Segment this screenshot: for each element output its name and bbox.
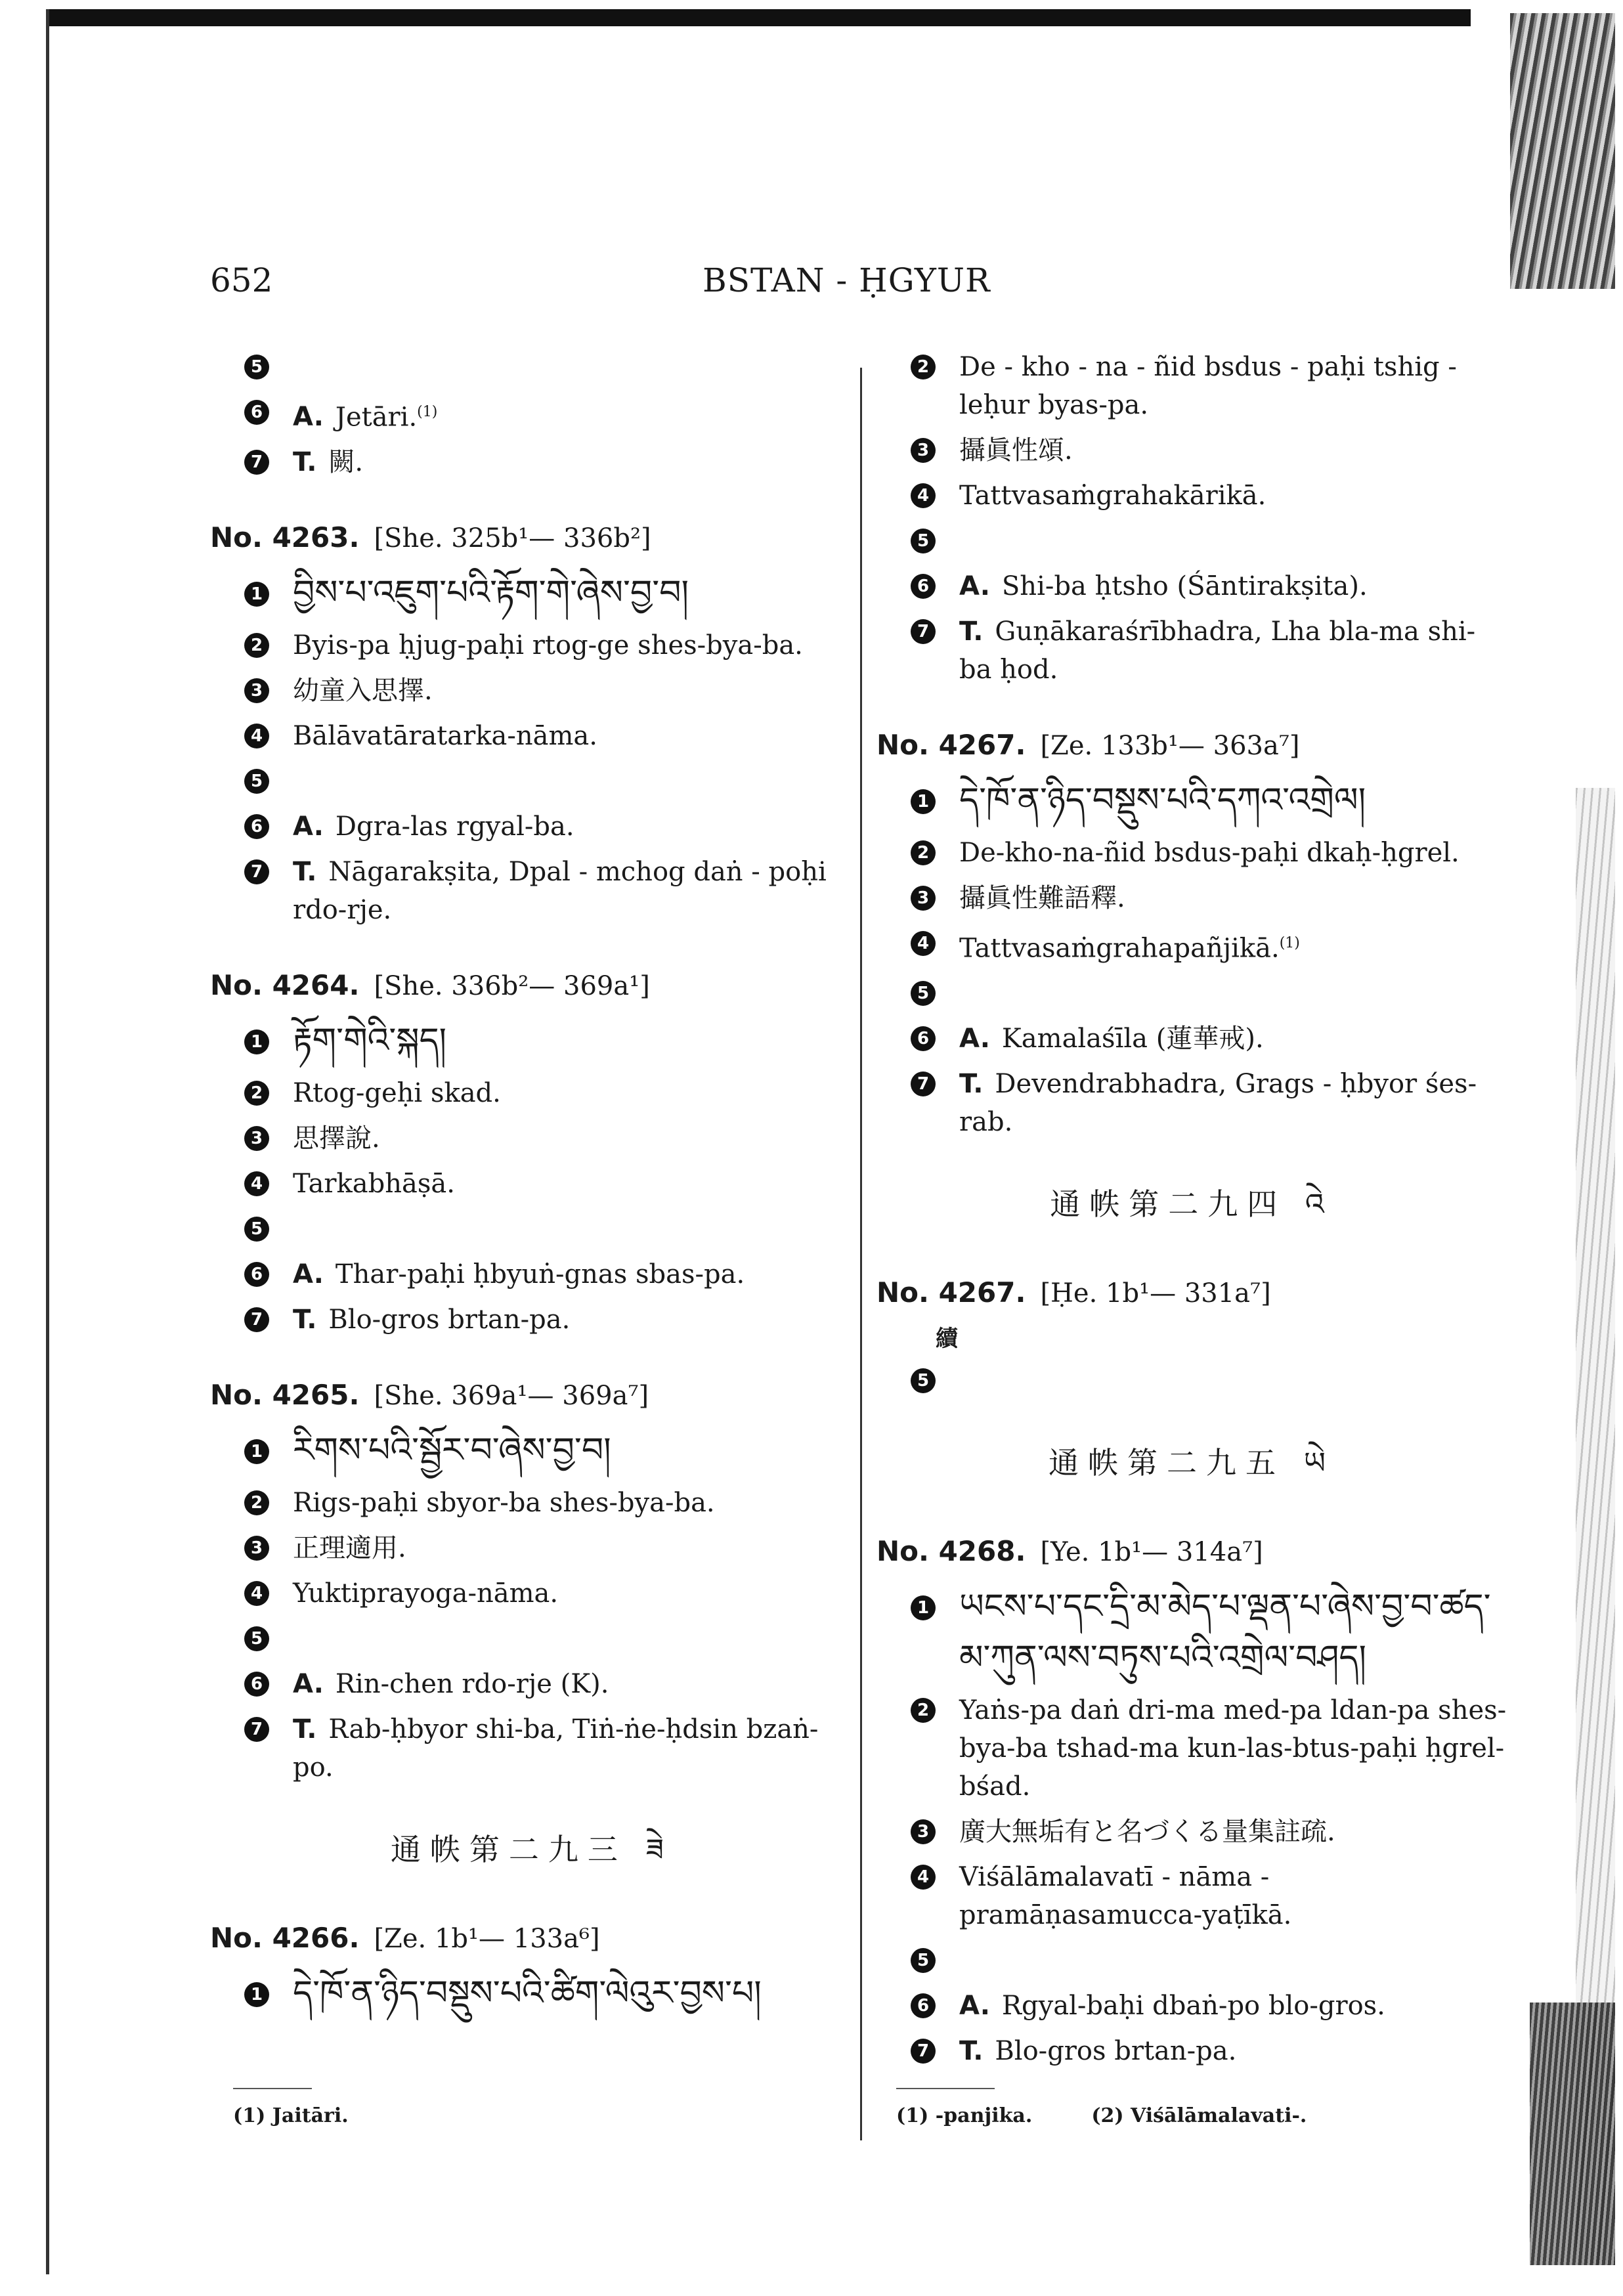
marker-5: 5 <box>911 529 936 553</box>
translator: Blo-gros brtan-pa. <box>995 2036 1237 2067</box>
marker-1: 1 <box>244 1029 269 1054</box>
author: Jetāri. <box>335 402 418 433</box>
chinese-title: 廣大無垢有と名づくる量集註疏. <box>959 1817 1335 1848</box>
scan-edge-artifact <box>1530 2003 1615 2265</box>
footnote-rule <box>896 2088 995 2089</box>
marker-3: 3 <box>911 1819 936 1844</box>
catalog-entry-4267-continued <box>876 1273 1507 1400</box>
footnote-1: (1) -panjika. <box>896 2104 1033 2127</box>
marker-3: 3 <box>244 1536 269 1561</box>
translator: Nāgarakṣita, Dpal - mchog daṅ - poḥi rdo-rje. <box>293 857 827 926</box>
marker-3: 3 <box>244 1126 269 1151</box>
catalog-entry-4265: No. 4265. [She. 369a¹— 369a⁷] 1 རིགས་པའི་སྦྱོར་བ་ཞེས་བྱ་བ། 2 Rigs-paḥi sbyor-ba shes-bya-ba. 3 正理適用. 4 Yuktiprayoga-nāma. 5 6 A. Rin-chen rdo-rje (K). 7 T. Rab-ḥbyor shi-ba, Tiṅ-ṅe-ḥdsin bzaṅ-po. <box>210 1375 854 1787</box>
tibetan-title: བྱིས་པ་འཇུག་པའི་རྟོག་གེ་ཞེས་བྱ་བ། <box>293 573 689 613</box>
marker-6: 6 <box>244 400 269 425</box>
marker-4: 4 <box>911 483 936 508</box>
author: Rgyal-baḥi dbaṅ-po blo-gros. <box>1001 1991 1385 2022</box>
tibetan-title: རྟོག་གེའི་སྐད། <box>293 1021 447 1061</box>
sanskrit-title: Yuktiprayoga-nāma. <box>293 1578 559 1609</box>
marker-6: 6 <box>244 1262 269 1287</box>
tibetan-title: དེ་ཁོ་ན་ཉིད་བསྡུས་པའི་ཚིག་ལེའུར་བྱས་པ། <box>293 1974 762 2014</box>
transliteration: Yaṅs-pa daṅ dri-ma med-pa ldan-pa shes-bya-ba tshad-ma kun-las-btus-paḥi ḥgrel-bśad. <box>959 1695 1507 1802</box>
footnote-ref: (1) <box>1279 935 1300 951</box>
tibetan-title: དེ་ཁོ་ན་ཉིད་བསྡུས་པའི་དཀའ་འགྲེལ། <box>959 781 1366 820</box>
section-heading: 通帙第二九三 ཟེ <box>390 1832 674 1868</box>
marker-4: 4 <box>244 1581 269 1606</box>
author: Kamalaśīla (蓮華戒). <box>1001 1024 1264 1054</box>
tibetan-title: ཡངས་པ་དང་དྲི་མ་མེད་པ་ལྡན་པ་ཞེས་བྱ་བ་ཚད་ མ་ཀུན་ལས་བཏུས་པའི་འགྲེལ་བཤད། <box>959 1587 1491 1678</box>
entry-number: No. 4268. <box>876 1535 1026 1568</box>
transliteration: Rtog-geḥi skad. <box>293 1078 501 1109</box>
sanskrit-title: Viśālāmalavatī - nāma - pramāṇasamucca-yaṭīkā. <box>959 1862 1292 1931</box>
footnote-right <box>896 2104 1366 2127</box>
translator: Devendrabhadra, Grags - ḥbyor śes-rab. <box>959 1069 1477 1138</box>
marker-1: 1 <box>244 1982 269 2007</box>
marker-1: 1 <box>911 789 936 814</box>
continued-note: 續 <box>936 1326 958 1353</box>
chinese-title: 攝眞性難語釋. <box>959 883 1125 913</box>
entry-number: No. 4265. <box>210 1379 360 1412</box>
catalog-entry-continued: 5 6 A. Jetāri.$^{(1)}$ 7 T. 闕. <box>210 348 854 481</box>
marker-5: 5 <box>244 769 269 794</box>
page-number: 652 <box>210 261 273 299</box>
footnote-ref: (1) <box>417 404 438 420</box>
left-column <box>210 348 854 2027</box>
entry-ref: [Ḥe. 1b¹— 331a⁷] <box>1040 1278 1271 1309</box>
catalog-entry-4267: No. 4267. [Ze. 133b¹— 363a⁷] 1 དེ་ཁོ་ན་ཉིད་བསྡུས་པའི་དཀའ་འགྲེལ། 2 De-kho-na-ñid bsdus-paḥi dkaḥ-ḥgrel. 3 攝眞性難語釋. 4 Tattvasaṁgrahapañjikā.$^{(1)}$ 5 6 A. Kamalaśīla (蓮華戒). 7 T. Devendrabhadra, Grags - ḥbyor śes-rab. <box>876 726 1507 1141</box>
entry-number: No. 4263. <box>210 521 360 554</box>
marker-7: 7 <box>244 450 269 475</box>
footnote-left: (1) Jaitāri. <box>233 2104 349 2127</box>
translator: Rab-ḥbyor shi-ba, Tiṅ-ṅe-ḥdsin bzaṅ-po. <box>293 1714 819 1783</box>
translator: Blo-gros brtan-pa. <box>328 1305 571 1335</box>
catalog-entry-4268: No. 4268. [Ye. 1b¹— 314a⁷] 1 ཡངས་པ་དང་དྲི་མ་མེད་པ་ལྡན་པ་ཞེས་བྱ་བ་ཚད་ མ་ཀུན་ལས་བཏུས་པའི་འགྲེལ་བཤད། 2 Yaṅs-pa daṅ dri-ma med-pa ldan-pa shes-bya-ba tshad-ma kun-las-btus-paḥi ḥgrel-bśad. 3 廣大無垢有と名づくる量集註疏. 4 Viśālāmalavatī - nāma - pramāṇasamucca-yaṭīkā. 5 6 A. Rgyal-baḥi dbaṅ-po blo-gros. 7 T. Blo-gros brtan-pa. <box>876 1535 1507 2067</box>
marker-5: 5 <box>911 1948 936 1973</box>
catalog-entry-4266 <box>210 1918 854 2019</box>
author: Dgra-las rgyal-ba. <box>335 812 574 842</box>
marker-2: 2 <box>244 1490 269 1515</box>
marker-6: 6 <box>244 814 269 839</box>
entry-ref: [She. 336b²— 369a¹] <box>374 971 650 1002</box>
catalog-entry-4263: No. 4263. [She. 325b¹— 336b²] 1 བྱིས་པ་འཇུག་པའི་རྟོག་གེ་ཞེས་བྱ་བ། 2 Byis-pa ḥjug-paḥi rtog-ge shes-bya-ba. 3 幼童入思擇. 4 Bālāvatāratarka-nāma. 5 6 A. Dgra-las rgyal-ba. 7 T. Nāgarakṣita, Dpal - mchog daṅ - poḥi rdo-rje. <box>210 518 854 929</box>
footnote-2: (2) Viśālāmalavati-. <box>1091 2104 1307 2127</box>
section-heading: 通帙第二九四 འེ <box>1050 1186 1333 1223</box>
sanskrit-title: Tattvasaṁgrahakārikā. <box>959 481 1266 511</box>
marker-3: 3 <box>244 678 269 703</box>
author: Shi-ba ḥtsho (Śāntirakṣita). <box>1001 571 1368 601</box>
entry-ref: [Ze. 1b¹— 133a⁶] <box>374 1924 600 1955</box>
translator: Guṇākaraśrībhadra, Lha bla-ma shi-ba ḥod. <box>959 617 1476 685</box>
author: Thar-paḥi ḥbyuṅ-gnas sbas-pa. <box>335 1259 745 1290</box>
marker-1: 1 <box>244 1439 269 1464</box>
left-margin-rule <box>46 9 49 2274</box>
translator: 闕. <box>328 447 364 478</box>
marker-5: 5 <box>244 1626 269 1651</box>
catalog-entry-4264: No. 4264. [She. 336b²— 369a¹] 1 རྟོག་གེའི་སྐད། 2 Rtog-geḥi skad. 3 思擇說. 4 Tarkabhāṣā. 5 6 A. Thar-paḥi ḥbyuṅ-gnas sbas-pa. 7 T. Blo-gros brtan-pa. <box>210 966 854 1339</box>
section-heading: 通帙第二九五 ཡེ <box>1049 1445 1335 1481</box>
marker-6: 6 <box>911 1993 936 2018</box>
entry-number: No. 4267. <box>876 729 1026 761</box>
marker-5: 5 <box>911 1368 936 1393</box>
sanskrit-title: Tattvasaṁgrahapañjikā. <box>959 933 1280 964</box>
scan-edge-artifact <box>1510 13 1615 289</box>
transliteration: De - kho - na - ñid bsdus - paḥi tshig - leḥur byas-pa. <box>959 352 1457 420</box>
marker-5: 5 <box>244 355 269 379</box>
marker-6: 6 <box>911 574 936 599</box>
marker-4: 4 <box>244 724 269 748</box>
marker-6: 6 <box>911 1026 936 1051</box>
marker-1: 1 <box>244 582 269 607</box>
author: Rin-chen rdo-rje (K). <box>335 1669 609 1700</box>
tibetan-title: རིགས་པའི་སྦྱོར་བ་ཞེས་བྱ་བ། <box>293 1431 611 1471</box>
marker-5: 5 <box>244 1217 269 1242</box>
column-divider <box>860 368 862 2140</box>
entry-number: No. 4264. <box>210 969 360 1002</box>
entry-ref: [Ze. 133b¹— 363a⁷] <box>1040 731 1300 761</box>
marker-7: 7 <box>911 2039 936 2064</box>
marker-7: 7 <box>244 1717 269 1742</box>
marker-3: 3 <box>911 438 936 463</box>
marker-4: 4 <box>911 1865 936 1890</box>
sanskrit-title: Tarkabhāṣā. <box>293 1169 455 1200</box>
footnote-rule <box>233 2088 312 2089</box>
entry-ref: [Ye. 1b¹— 314a⁷] <box>1040 1537 1263 1568</box>
marker-2: 2 <box>911 1698 936 1723</box>
marker-7: 7 <box>244 1307 269 1332</box>
marker-7: 7 <box>911 1072 936 1096</box>
chinese-title: 幼童入思擇. <box>293 676 433 706</box>
top-border-bar <box>46 9 1471 26</box>
catalog-entry-continued: 2 De - kho - na - ñid bsdus - paḥi tshig - leḥur byas-pa. 3 攝眞性頌. 4 Tattvasaṁgrahakārikā. 5 6 A. Shi-ba ḥtsho (Śāntirakṣita). 7 T. Guṇākaraśrībhadra, Lha bla-ma shi-ba ḥod. <box>876 348 1507 689</box>
chinese-title: 攝眞性頌. <box>959 435 1073 466</box>
running-head: BSTAN - ḤGYUR <box>703 261 991 299</box>
chinese-title: 思擇說. <box>293 1123 380 1154</box>
marker-2: 2 <box>911 840 936 865</box>
right-column <box>876 348 1507 2077</box>
transliteration: Rigs-paḥi sbyor-ba shes-bya-ba. <box>293 1488 715 1519</box>
entry-ref: [She. 369a¹— 369a⁷] <box>374 1381 649 1412</box>
marker-3: 3 <box>911 886 936 911</box>
marker-7: 7 <box>244 859 269 884</box>
entry-number: No. 4267. <box>876 1276 1026 1309</box>
marker-1: 1 <box>911 1595 936 1620</box>
marker-6: 6 <box>244 1672 269 1697</box>
transliteration: De-kho-na-ñid bsdus-paḥi dkaḥ-ḥgrel. <box>959 838 1460 868</box>
entry-ref: [She. 325b¹— 336b²] <box>374 523 651 554</box>
transliteration: Byis-pa ḥjug-paḥi rtog-ge shes-bya-ba. <box>293 630 803 661</box>
sanskrit-title: Bālāvatāratarka-nāma. <box>293 721 597 752</box>
entry-number: No. 4266. <box>210 1922 360 1955</box>
marker-7: 7 <box>911 619 936 644</box>
marker-2: 2 <box>244 633 269 658</box>
marker-4: 4 <box>244 1171 269 1196</box>
marker-2: 2 <box>244 1081 269 1106</box>
marker-5: 5 <box>911 981 936 1006</box>
marker-2: 2 <box>911 355 936 379</box>
marker-4: 4 <box>911 931 936 956</box>
chinese-title: 正理適用. <box>293 1533 406 1564</box>
